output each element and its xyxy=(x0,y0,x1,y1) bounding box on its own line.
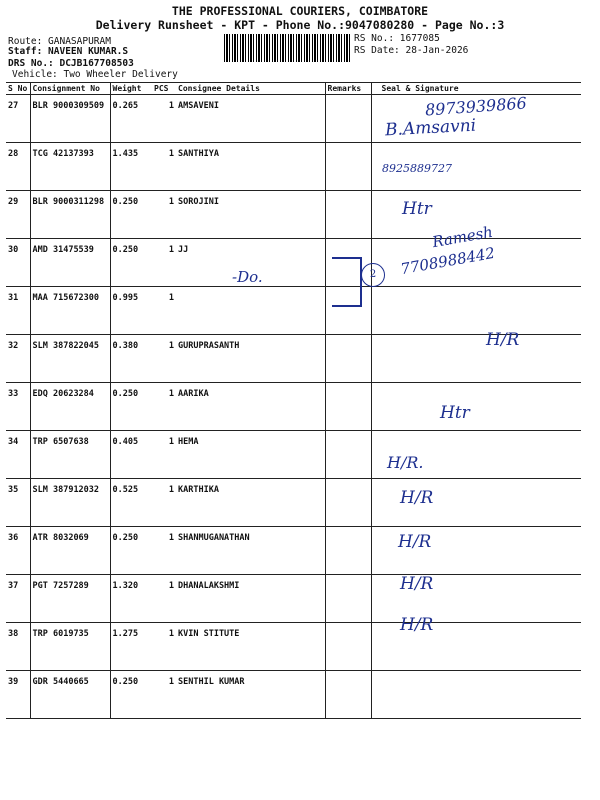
table-row xyxy=(6,383,581,431)
row-remarks xyxy=(325,335,371,383)
row-weight: 0.250 xyxy=(110,239,152,287)
row-remarks xyxy=(325,671,371,719)
row-remarks xyxy=(325,479,371,527)
bracket-mark xyxy=(332,257,362,307)
row-sno: 30 xyxy=(6,239,30,287)
row-weight: 0.405 xyxy=(110,431,152,479)
table-row xyxy=(6,431,581,479)
row-consignment: BLR 9000309509 xyxy=(30,95,110,143)
row-pcs: 1 xyxy=(152,431,176,479)
handwritten-hr-38: H/R xyxy=(398,532,432,552)
handwritten-phone-28: 8925889727 xyxy=(382,162,452,175)
row-consignment: TCG 42137393 xyxy=(30,143,110,191)
row-pcs: 1 xyxy=(152,527,176,575)
row-signature xyxy=(371,671,581,719)
handwritten-hr-39: H/R xyxy=(400,615,434,635)
row-consignee: SOROJINI xyxy=(176,191,325,239)
runsheet-subtitle: Delivery Runsheet - KPT - Phone No.:9047080280 - Page No.:3 xyxy=(95,18,505,32)
handwritten-ditto-31: -Do. xyxy=(232,268,263,286)
handwritten-hr-37: H/R xyxy=(400,488,434,508)
row-sno: 36 xyxy=(6,527,30,575)
row-weight: 0.250 xyxy=(110,527,152,575)
row-consignment: SLM 387822045 xyxy=(30,335,110,383)
col-remarks: Remarks xyxy=(325,83,371,95)
col-pcs: PCS xyxy=(152,83,176,95)
col-weight: Weight xyxy=(110,83,152,95)
handwritten-hr-36: H/R. xyxy=(387,453,424,472)
row-consignee: JJ xyxy=(176,239,325,287)
row-consignment: GDR 5440665 xyxy=(30,671,110,719)
row-sno: 31 xyxy=(6,287,30,335)
row-weight: 0.265 xyxy=(110,95,152,143)
handwritten-name-30: Ramesh xyxy=(430,222,495,252)
row-weight: 0.525 xyxy=(110,479,152,527)
row-consignee: DHANALAKSHMI xyxy=(176,575,325,623)
row-consignment: EDQ 20623284 xyxy=(30,383,110,431)
table-row xyxy=(6,239,581,287)
handwritten-hr-29: Htr xyxy=(402,199,432,219)
row-consignment: AMD 31475539 xyxy=(30,239,110,287)
barcode-image xyxy=(224,34,352,62)
row-consignment: TRP 6507638 xyxy=(30,431,110,479)
row-consignment: BLR 9000311298 xyxy=(30,191,110,239)
row-sno: 28 xyxy=(6,143,30,191)
table-row xyxy=(6,287,581,335)
row-consignment: PGT 7257289 xyxy=(30,575,110,623)
row-pcs: 1 xyxy=(152,575,176,623)
handwritten-hr-35: Htr xyxy=(440,403,470,423)
col-consignment: Consignment No xyxy=(30,83,110,95)
handwritten-signature-27: B.Amsavni xyxy=(384,115,477,141)
row-sno: 33 xyxy=(6,383,30,431)
row-consignee: KVIN STITUTE xyxy=(176,623,325,671)
handwritten-hr-33: H/R xyxy=(486,330,520,350)
col-sno: S No xyxy=(6,83,30,95)
row-sno: 35 xyxy=(6,479,30,527)
row-pcs: 1 xyxy=(152,191,176,239)
row-pcs: 1 xyxy=(152,383,176,431)
table-row xyxy=(6,479,581,527)
row-remarks xyxy=(325,575,371,623)
handwritten-hr-38b: H/R xyxy=(400,574,434,594)
col-consignee: Consignee Details xyxy=(176,83,325,95)
row-sno: 38 xyxy=(6,623,30,671)
row-pcs: 1 xyxy=(152,287,176,335)
row-consignee: SHANMUGANATHAN xyxy=(176,527,325,575)
row-sno: 32 xyxy=(6,335,30,383)
row-weight: 0.250 xyxy=(110,383,152,431)
row-remarks xyxy=(325,143,371,191)
runsheet-table xyxy=(6,82,581,719)
row-pcs: 1 xyxy=(152,479,176,527)
row-pcs: 1 xyxy=(152,335,176,383)
row-remarks xyxy=(325,623,371,671)
table-row xyxy=(6,575,581,623)
row-consignee: AARIKA xyxy=(176,383,325,431)
company-title: THE PROFESSIONAL COURIERS, COIMBATORE xyxy=(171,4,429,18)
table-row xyxy=(6,623,581,671)
row-consignee: SENTHIL KUMAR xyxy=(176,671,325,719)
row-remarks xyxy=(325,95,371,143)
row-sno: 34 xyxy=(6,431,30,479)
row-consignee: KARTHIKA xyxy=(176,479,325,527)
row-weight: 0.250 xyxy=(110,191,152,239)
row-pcs: 1 xyxy=(152,95,176,143)
handwritten-phone-31: 7708988442 xyxy=(399,243,497,279)
row-consignment: MAA 715672300 xyxy=(30,287,110,335)
row-consignment: ATR 8032069 xyxy=(30,527,110,575)
row-consignee xyxy=(176,287,325,335)
vehicle-label: Vehicle: Two Wheeler Delivery xyxy=(12,69,178,80)
row-pcs: 1 xyxy=(152,143,176,191)
table-row xyxy=(6,527,581,575)
row-weight: 0.995 xyxy=(110,287,152,335)
row-consignee: AMSAVENI xyxy=(176,95,325,143)
rs-number: RS No.: 1677085 xyxy=(354,33,440,44)
row-consignee: GURUPRASANTH xyxy=(176,335,325,383)
route-label: Route: GANASAPURAM xyxy=(8,36,111,47)
row-weight: 1.320 xyxy=(110,575,152,623)
staff-label: Staff: NAVEEN KUMAR.S xyxy=(8,46,129,57)
row-weight: 0.380 xyxy=(110,335,152,383)
row-weight: 1.435 xyxy=(110,143,152,191)
rs-date: RS Date: 28-Jan-2026 xyxy=(354,45,469,56)
table-row xyxy=(6,143,581,191)
table-row xyxy=(6,191,581,239)
row-weight: 1.275 xyxy=(110,623,152,671)
table-row xyxy=(6,671,581,719)
row-signature xyxy=(371,287,581,335)
row-remarks xyxy=(325,527,371,575)
row-consignee: SANTHIYA xyxy=(176,143,325,191)
handwritten-phone-27: 8973939866 xyxy=(424,93,528,120)
row-remarks xyxy=(325,431,371,479)
row-pcs: 1 xyxy=(152,239,176,287)
row-signature xyxy=(371,335,581,383)
row-remarks xyxy=(325,383,371,431)
row-consignment: TRP 6019735 xyxy=(30,623,110,671)
row-pcs: 1 xyxy=(152,671,176,719)
circled-mark: 2 xyxy=(361,263,385,287)
row-sno: 37 xyxy=(6,575,30,623)
row-remarks xyxy=(325,191,371,239)
row-weight: 0.250 xyxy=(110,671,152,719)
row-pcs: 1 xyxy=(152,623,176,671)
row-sno: 27 xyxy=(6,95,30,143)
row-consignee: HEMA xyxy=(176,431,325,479)
table-header-row xyxy=(6,83,581,95)
row-signature xyxy=(371,383,581,431)
row-sno: 29 xyxy=(6,191,30,239)
row-sno: 39 xyxy=(6,671,30,719)
col-signature: Seal & Signature xyxy=(371,83,581,95)
drs-label: DRS No.: DCJB167708503 xyxy=(8,58,134,69)
row-consignment: SLM 387912032 xyxy=(30,479,110,527)
